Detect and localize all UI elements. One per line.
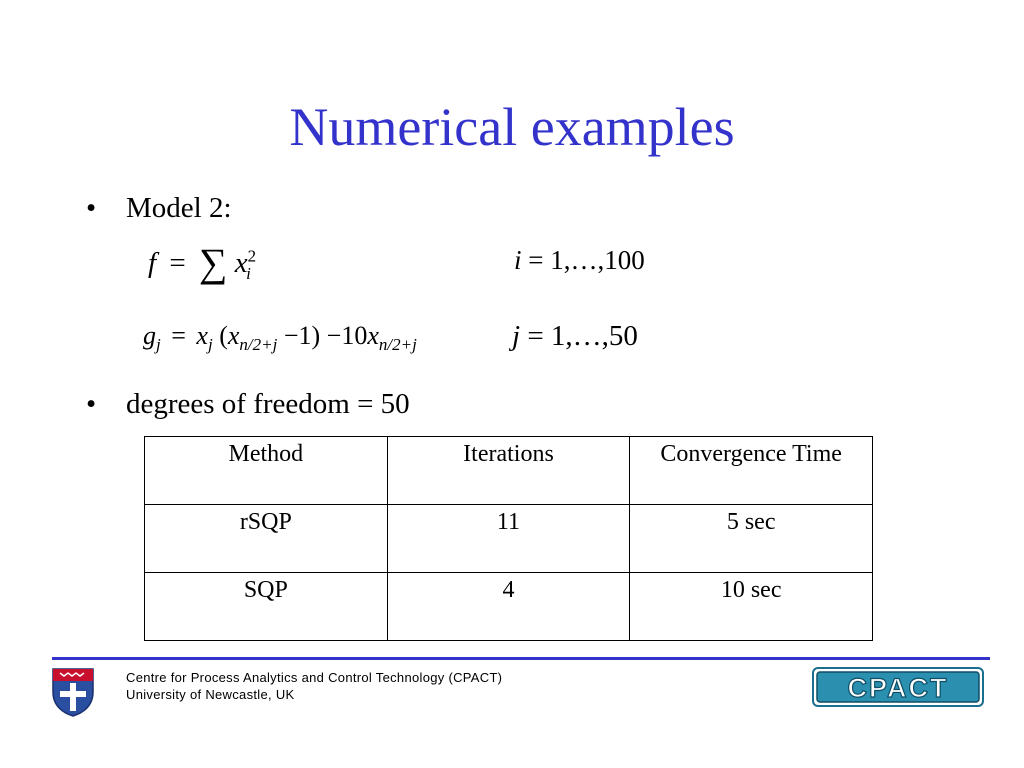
results-table [144,436,873,641]
table-cell: 4 [387,573,630,641]
table-header-row [145,437,873,505]
table-row [145,505,873,573]
objective-equation: f = ∑ $x^2_i$ [148,240,257,285]
cpact-logo-icon [812,667,984,707]
footer-line-1: Centre for Process Analytics and Control Technology (CPACT) [126,670,503,685]
header-cell: Iterations [387,437,630,505]
university-crest-icon [50,666,96,718]
bullet-dof [86,390,410,419]
header-cell: Method [145,437,388,505]
table-cell: 11 [387,505,630,573]
constraint-equation: $g_j = x_j$ $(x_{n/2+j} -1) -10x_{n/2+j}$ [143,321,417,355]
bullet-dof-text: degrees of freedom = 50 [126,388,410,420]
footer-line-2: University of Newcastle, UK [126,687,295,702]
bullet-model-text: Model 2: [126,192,232,224]
constraint-range: j = 1,…,50 [512,320,638,352]
table-row [145,573,873,641]
table-cell: rSQP [145,505,388,573]
footer-text [126,669,502,703]
header-cell: Convergence Time [630,437,873,505]
table-cell: SQP [145,573,388,641]
table-cell: 5 sec [630,505,873,573]
bullet-model [86,194,232,223]
bullet-dot: • [86,192,97,224]
slide-title: Numerical examples [289,97,735,157]
bullet-dot: • [86,388,97,420]
objective-range: i = 1,…,100 [514,245,645,275]
table-cell: 10 sec [630,573,873,641]
footer-rule [52,657,990,660]
logo-text: CPACT [847,673,949,703]
